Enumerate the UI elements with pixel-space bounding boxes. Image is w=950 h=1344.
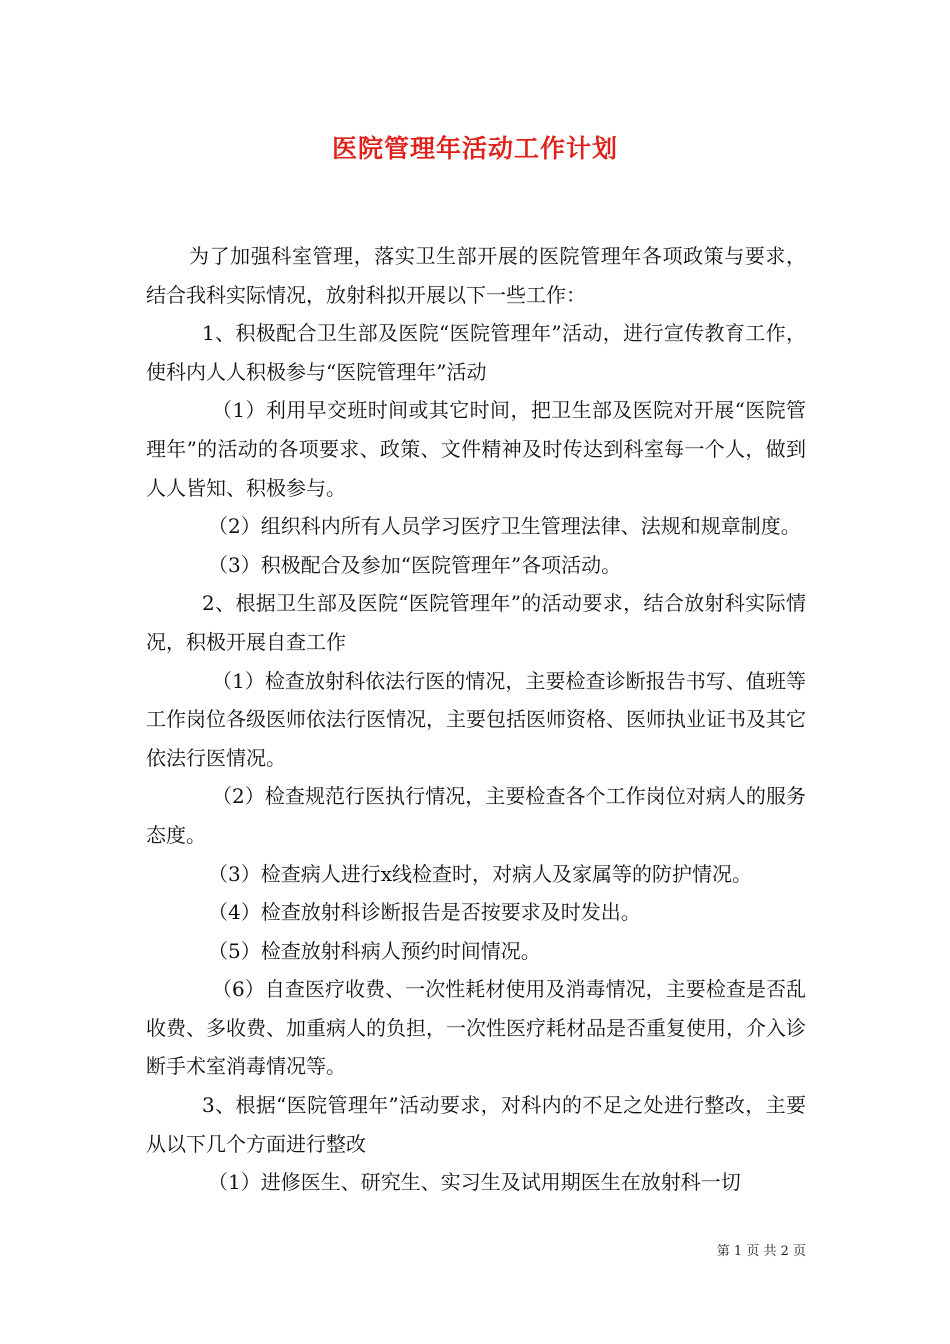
section-1-item-1: （1）利用早交班时间或其它时间，把卫生部及医院对开展“医院管理年”的活动的各项要求、政策、文件精神及时传达到科室每一个人，做到人人皆知、积极参与。 xyxy=(146,398,806,500)
document-title: 医院管理年活动工作计划 xyxy=(331,134,618,163)
section-2-item-6: （6）自查医疗收费、一次性耗材使用及消毒情况，主要检查是否乱收费、多收费、加重病人的负担，一次性医疗耗材品是否重复使用，介入诊断手术室消毒情况等。 xyxy=(146,977,806,1079)
section-1-item-2: （2）组织科内所有人员学习医疗卫生管理法律、法规和规章制度。 xyxy=(208,514,801,539)
page-footer: 第 1 页 共 2 页 xyxy=(716,1244,806,1259)
section-3-item-1: （1）进修医生、研究生、实习生及试用期医生在放射科一切 xyxy=(208,1170,741,1195)
section-2-heading: 2、根据卫生部及医院“医院管理年”的活动要求，结合放射科实际情况，积极开展自查工作 xyxy=(146,591,806,654)
document-body xyxy=(146,237,806,1202)
section-1-heading: 1、积极配合卫生部及医院“医院管理年”活动，进行宣传教育工作，使科内人人积极参与“医院管理年”活动 xyxy=(146,321,806,384)
section-2-item-2: （2）检查规范行医执行情况，主要检查各个工作岗位对病人的服务态度。 xyxy=(146,784,806,847)
section-2-item-3: （3）检查病人进行x线检查时，对病人及家属等的防护情况。 xyxy=(208,861,753,886)
section-2-item-1: （1）检查放射科依法行医的情况，主要检查诊断报告书写、值班等工作岗位各级医师依法行医情况，主要包括医师资格、医师执业证书及其它依法行医情况。 xyxy=(146,668,806,770)
section-2-item-5: （5）检查放射科病人预约时间情况。 xyxy=(208,938,541,963)
section-3-heading: 3、根据“医院管理年”活动要求，对科内的不足之处进行整改，主要从以下几个方面进行整改 xyxy=(146,1093,806,1156)
section-2-item-4: （4）检查放射科诊断报告是否按要求及时发出。 xyxy=(208,900,641,925)
intro-paragraph: 为了加强科室管理，落实卫生部开展的医院管理年各项政策与要求，结合我科实际情况，放射科拟开展以下一些工作： xyxy=(146,244,806,307)
section-1-item-3: （3）积极配合及参加“医院管理年”各项活动。 xyxy=(208,552,622,577)
